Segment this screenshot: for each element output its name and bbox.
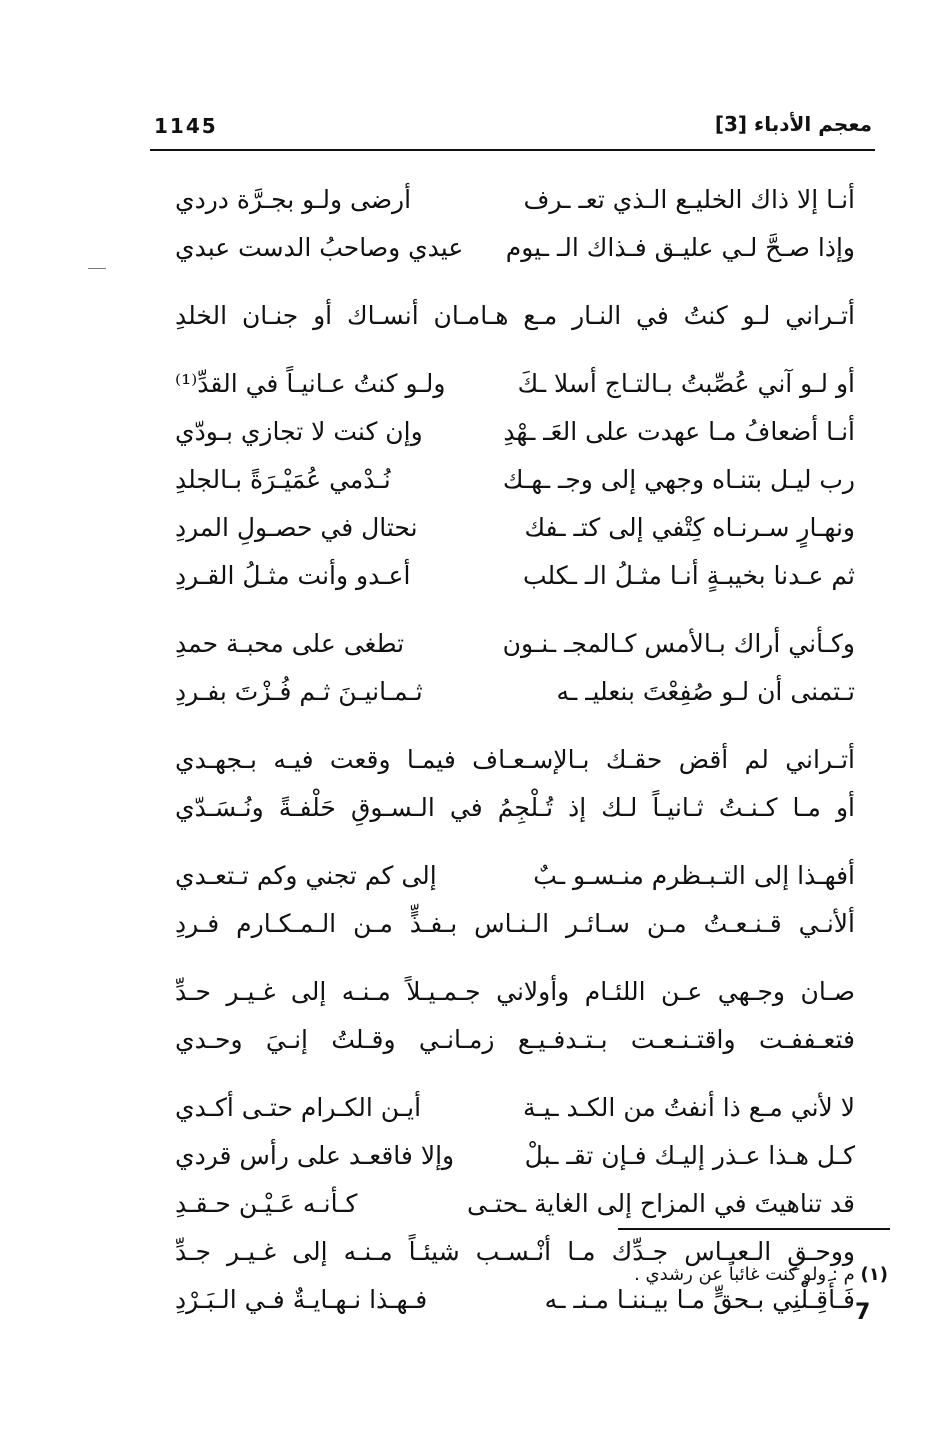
verse-full-line: ألأنـي قـنـعـتُ مـن سـائـر الـنـاس بـفـذٍّ مـن الـمـكـارم فـردِ (175, 909, 855, 938)
verse-line (175, 968, 855, 1016)
verse-line (175, 1016, 855, 1064)
verse-full-line: صـان وجـهي عـن اللئـام وأولاني جـمـيـلاً مـنـه إلى غـيـر حـدِّ (175, 977, 855, 1006)
verse-second-hemistich: نُـدْمي عُمَيْـرَةً بـالجلدِ (175, 465, 391, 494)
page-header (150, 112, 872, 142)
verse-first-hemistich: أنـا أضعافُ مـا عهدت على العَـ ـهْدِ (503, 417, 855, 446)
verse-group (175, 852, 855, 948)
verse-line (175, 900, 855, 948)
verse-second-hemistich: أيـن الكـرام حتـى أكـدي (175, 1093, 422, 1122)
verse-group (175, 1084, 855, 1324)
verse-line (175, 668, 855, 716)
verse-group (175, 292, 855, 340)
verse-group (175, 968, 855, 1064)
footnote-text: م : ولو كنت غائباً عن رشدي . (634, 1264, 855, 1285)
verse-first-hemistich: أنـا إلا ذاك الخليـع الـذي تعـ ـرف (523, 185, 855, 214)
verse-line (175, 292, 855, 340)
footnote-rule (618, 1228, 890, 1230)
verse-first-hemistich: قد تناهيتَ في المزاح إلى الغاية ـحتـى (466, 1189, 855, 1218)
verse-full-line: أو مـا كـنـتُ ثـانيـاً لـك إذ تُـلْجِمُ في الـسـوقِ حَلْفـةً ونُـسَـدّي (175, 793, 855, 822)
verse-full-line: ووحـقِ الـعبـاس جـدِّك مـا أنْـسـب شيئـاً مـنـه إلى غـيـر جـدِّ (175, 1237, 855, 1266)
verse-line (175, 1084, 855, 1132)
verse-second-hemistich: ولـو كنتُ عـانيـاً في القدِّ⁽¹⁾ (175, 369, 446, 398)
verse-second-hemistich: أرضى ولـو بجـرَّة دردي (175, 185, 412, 214)
verse-line (175, 360, 855, 408)
verse-line (175, 852, 855, 900)
verse-first-hemistich: وكـأني أراك بـالأمس كـالمجـ ـنـون (502, 629, 855, 658)
verse-first-hemistich: أفهـذا إلى التـبـظرم منـسـو ـبٌ (533, 861, 855, 890)
verse-first-hemistich: وإذا صـحَّ لـي عليـق فـذاك الـ ـيوم (505, 233, 855, 262)
verse-first-hemistich: ثم عـدنا بخيبـةٍ أنـا مثـلُ الـ ـكلب (522, 561, 855, 590)
verse-second-hemistich: تطغى على محبـة حمدِ (175, 629, 405, 658)
verse-line (175, 504, 855, 552)
page-number: 1145 (154, 114, 218, 138)
verse-line (175, 784, 855, 832)
verse-first-hemistich: كـل هـذا عـذر إليـك فـإن تقـ ـبلْ (524, 1141, 855, 1170)
verse-first-hemistich: تـتمنى أن لـو صُفِعْتَ بنعليـ ـه (556, 677, 855, 706)
verse-line (175, 1180, 855, 1228)
verse-second-hemistich: وإن كنت لا تجازي بـودّي (175, 417, 423, 446)
verse-first-hemistich: ونهـارٍ سـرنـاه كِتْفي إلى كتـ ـفك (524, 513, 855, 542)
verse-group (175, 736, 855, 832)
verse-group (175, 360, 855, 600)
footnote (634, 1264, 888, 1285)
verse-second-hemistich: كـأنـه عَـيْـن حـقـدِ (175, 1189, 358, 1218)
header-rule (150, 149, 875, 151)
verse-line (175, 408, 855, 456)
verse-group (175, 620, 855, 716)
verse-second-hemistich: نحتال في حصـولِ المردِ (175, 513, 418, 542)
verse-line (175, 552, 855, 600)
verse-second-hemistich: فـهـذا نـهـايـةٌ فـي الـبَـرْدِ (175, 1285, 428, 1314)
verse-line (175, 176, 855, 224)
poem-body (175, 176, 855, 1344)
verse-line (175, 736, 855, 784)
verse-second-hemistich: إلى كم تجني وكم تـتعـدي (175, 861, 437, 890)
verse-full-line: فتعـففـت واقتـنـعـت بـتـدفـيـع زمـانـي وقـلتُ إنـيَ وحـدي (175, 1025, 855, 1054)
verse-line (175, 1132, 855, 1180)
verse-second-hemistich: عيدي وصاحبُ الدست عبدي (175, 233, 464, 262)
verse-second-hemistich: ثـمـانيـنَ ثـم فُـزْتَ بفـردِ (175, 677, 423, 706)
verse-full-line: أتـراني لـو كنتُ في النـار مـع هـامـان أنسـاك أو جنـان الخلدِ (175, 301, 855, 330)
verse-first-hemistich: لا لأني مـع ذا أنفتُ من الكـد ـيـة (523, 1093, 855, 1122)
footnote-mark: (١) (860, 1264, 888, 1285)
verse-first-hemistich: رب ليـل بتنـاه وجهي إلى وجـ ـهـك (502, 465, 855, 494)
bottom-page-number: 7 (855, 1300, 871, 1325)
verse-group (175, 176, 855, 272)
verse-full-line: أتـراني لم أقض حقـك بـالإسـعـاف فيمـا وقعت فيـه بـجهـدي (175, 745, 855, 774)
margin-mark (88, 268, 106, 269)
verse-line (175, 456, 855, 504)
verse-second-hemistich: وإلا فاقعـد على رأس قردي (175, 1141, 455, 1170)
verse-line (175, 620, 855, 668)
running-title: معجم الأدباء [3] (714, 112, 872, 136)
verse-line (175, 224, 855, 272)
verse-first-hemistich: فَـأَقِـلْنِي بـحقٍّ مـا بيـننـا مـنـ ـه (544, 1285, 855, 1314)
verse-second-hemistich: أعـدو وأنت مثـلُ القـردِ (175, 561, 411, 590)
verse-first-hemistich: أو لـو آني عُصِّبتُ بـالتـاج أسلا ـكَ (517, 369, 855, 398)
